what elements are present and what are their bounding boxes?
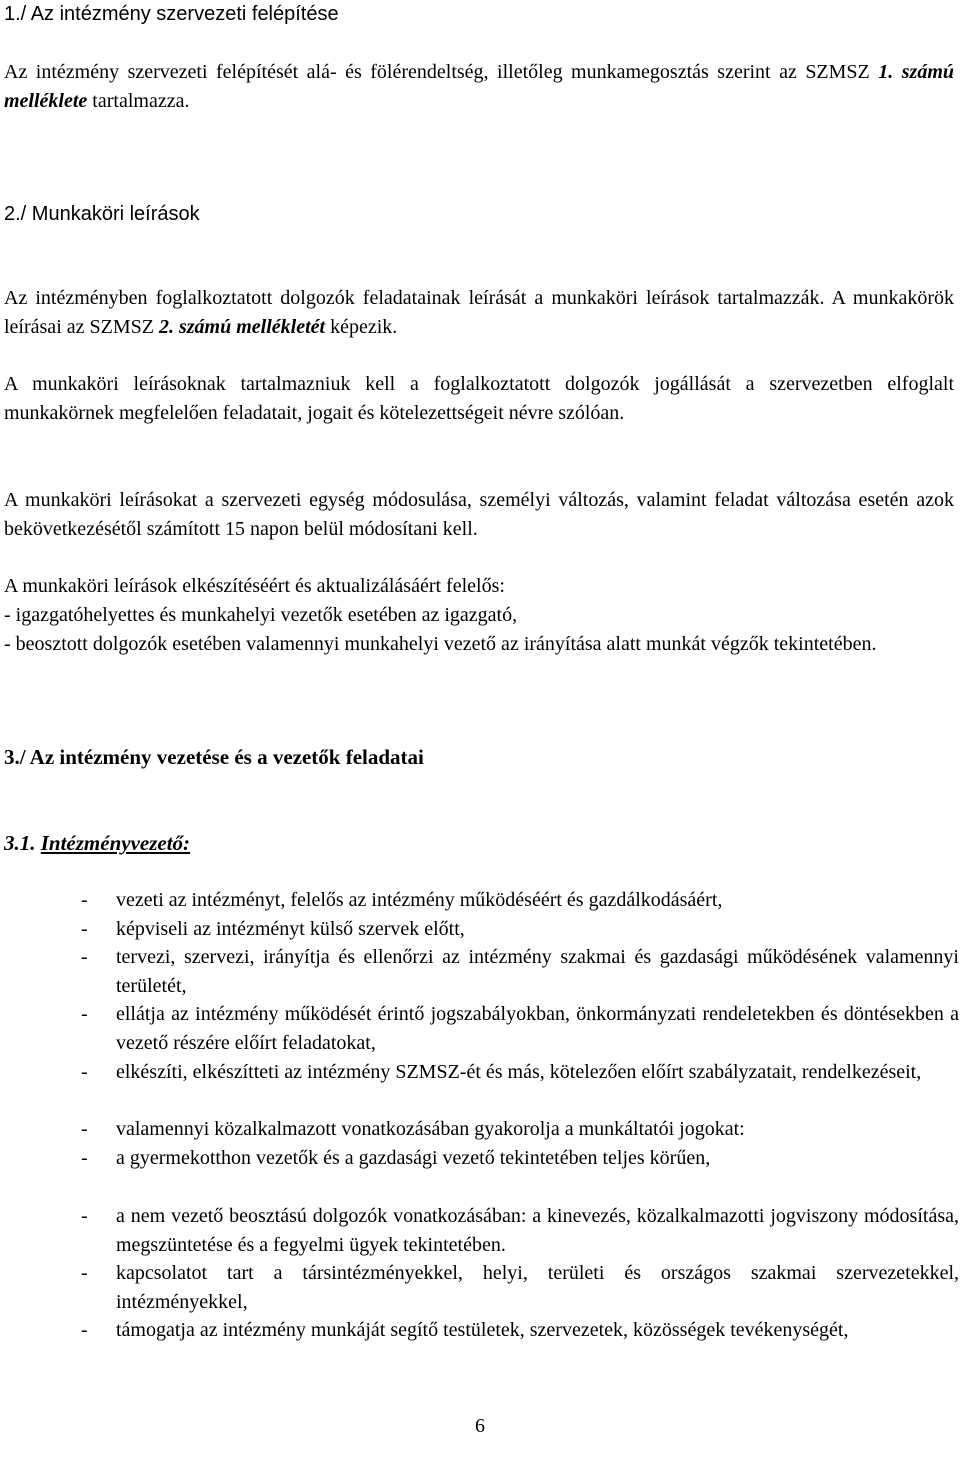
list-item-text: kapcsolatot tart a társintézményekkel, helyi, területi és országos szakmai szervezetekkel, intézményekkel, <box>116 1262 959 1313</box>
list-item-text: tervezi, szervezi, irányítja és ellenőrzi az intézmény szakmai és gazdasági működésének valamennyi területét, <box>116 946 959 997</box>
section-1-emphasis: 1. számú melléklete <box>4 61 954 112</box>
list-item-text: valamennyi közalkalmazott vonatkozásában gyakorolja a munkáltatói jogokat: <box>116 1118 745 1140</box>
responsibility-item: - beosztott dolgozók esetében valamennyi munkahelyi vezető az irányítása alatt munkát végzők tekintetében. <box>4 633 877 655</box>
list-dash: - <box>81 1262 88 1284</box>
list-dash: - <box>81 1118 88 1140</box>
section-2-paragraph-2: A munkaköri leírásoknak tartalmazniuk kell a foglalkoztatott dolgozók jogállását a szervezetben elfoglalt munkakörnek megfelelően feladatait, jogait és kötelezettségeit névre szólóan. <box>4 373 954 424</box>
section-2-paragraph-3: A munkaköri leírásokat a szervezeti egység módosulása, személyi változás, valamint feladat változása esetén azok bekövetkezésétől számított 15 napon belül módosítani kell. <box>4 489 954 540</box>
list-dash: - <box>81 1205 88 1227</box>
section-3-1-heading <box>4 829 954 858</box>
section-2-paragraph-1 <box>4 284 954 342</box>
list-item-text: képviseli az intézményt külső szervek előtt, <box>116 918 465 940</box>
list-item-text: a nem vezető beosztású dolgozók vonatkozásában: a kinevezés, közalkalmazotti jogviszony módosítása, megszüntetése és a fegyelmi ügyek tekintetében. <box>116 1205 959 1256</box>
section-1-text-b: tartalmazza. <box>87 90 190 112</box>
section-1-paragraph <box>4 58 954 116</box>
list-dash: - <box>81 946 88 968</box>
section-2-paragraph-4: A munkaköri leírások elkészítéséért és aktualizálásáért felelős: <box>4 575 505 597</box>
list-dash: - <box>81 1319 88 1341</box>
section-2-p1-text-a: Az intézményben foglalkoztatott dolgozók feladatainak leírását a munkaköri leírások tartalmazzák. A munkakörök leírásai az SZMSZ <box>4 287 954 338</box>
responsibility-item: - igazgatóhelyettes és munkahelyi vezetők esetében az igazgató, <box>4 604 518 626</box>
section-2-p1-text-b: képezik. <box>325 316 398 338</box>
list-item-text: ellátja az intézmény működését érintő jogszabályokban, önkormányzati rendeletekben és döntésekben a vezető részére előírt feladatokat, <box>116 1003 959 1054</box>
section-3-1-number: 3.1. <box>4 831 36 855</box>
list-dash: - <box>81 1147 88 1169</box>
page-number: 6 <box>475 1415 485 1437</box>
section-2-heading: 2./ Munkaköri leírások <box>4 203 200 225</box>
list-dash: - <box>81 1061 88 1083</box>
list-dash: - <box>81 889 88 911</box>
list-dash: - <box>81 1003 88 1025</box>
list-dash: - <box>81 918 88 940</box>
document-page <box>4 0 959 1462</box>
list-item-text: elkészíti, elkészítteti az intézmény SZMSZ-ét és más, kötelezően előírt szabályzatait, rendelkezéseit, <box>116 1061 922 1083</box>
section-1-heading: 1./ Az intézmény szervezeti felépítése <box>4 3 339 25</box>
section-1-text-a: Az intézmény szervezeti felépítését alá- és fölérendeltség, illetőleg munkamegosztás szerint az SZMSZ <box>4 61 879 83</box>
list-item-text: a gyermekotthon vezetők és a gazdasági vezető tekintetében teljes körűen, <box>116 1147 711 1169</box>
list-item-text: támogatja az intézmény munkáját segítő testületek, szervezetek, közösségek tevékenységét, <box>116 1319 849 1341</box>
section-3-1-title: Intézményvezető: <box>40 831 191 855</box>
list-item-text: vezeti az intézményt, felelős az intézmény működéséért és gazdálkodásáért, <box>116 889 723 911</box>
section-3-heading: 3./ Az intézmény vezetése és a vezetők feladatai <box>4 745 424 769</box>
section-2-p1-emphasis: 2. számú mellékletét <box>158 316 326 338</box>
